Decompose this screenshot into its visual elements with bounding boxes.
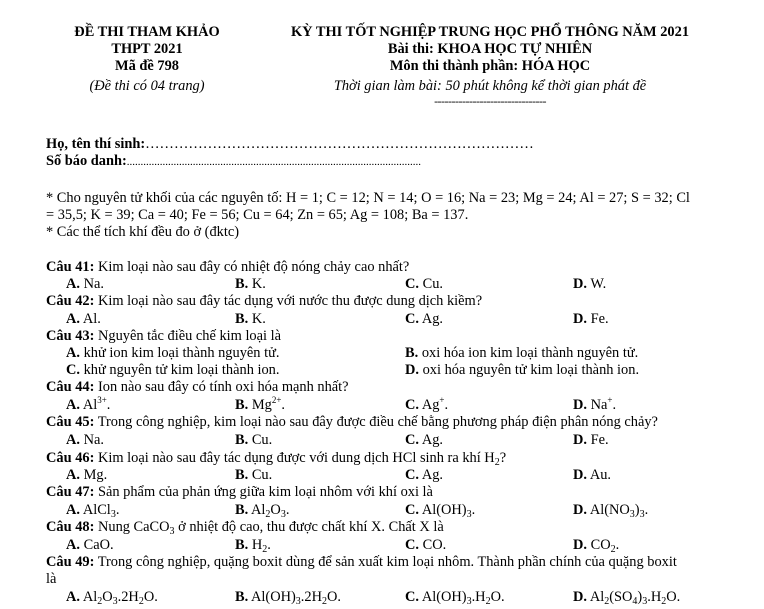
q42-option-b[interactable]: B. K.	[235, 311, 266, 327]
q47-option-d[interactable]: D. $Al(NO_3)_3$.	[573, 502, 649, 520]
q44-option-b[interactable]: B. $Mg^{2+}$.	[235, 395, 285, 413]
q49-option-c[interactable]: C. $Al(OH)_3.H_2O$.	[405, 589, 505, 607]
q47-option-a[interactable]: A. AlCl$_3$.	[66, 502, 120, 520]
q43-option-a[interactable]: A. khử ion kim loại thành nguyên tử.	[66, 345, 280, 361]
header-subject: Môn thi thành phần: HÓA HỌC	[389, 58, 591, 74]
q46-option-b[interactable]: B. Cu.	[235, 467, 273, 483]
q46-option-c[interactable]: C. Ag.	[405, 467, 443, 483]
q44-option-a[interactable]: A. $Al^{3+}$.	[66, 395, 111, 413]
q42-option-c[interactable]: C. Ag.	[405, 311, 443, 327]
question-48: Câu 48: Nung CaCO$_3$ ở nhiệt độ cao, thu được chất khí X. Chất X là	[46, 519, 444, 537]
q41-option-b[interactable]: B. K.	[235, 276, 266, 292]
q45-option-a[interactable]: A. Na.	[66, 432, 104, 448]
q46-option-a[interactable]: A. Mg.	[66, 467, 108, 483]
q45-option-d[interactable]: D. Fe.	[573, 432, 609, 448]
q45-option-b[interactable]: B. Cu.	[235, 432, 273, 448]
header-exam-year: THPT 2021	[111, 41, 183, 57]
header-exam-type: ĐỀ THI THAM KHẢO	[74, 24, 220, 40]
candidate-sbd-label: Số báo danh:	[46, 153, 127, 169]
q43-option-c[interactable]: C. khử nguyên tử kim loại thành ion.	[66, 362, 280, 378]
header-exam-code: Mã đề 798	[115, 58, 179, 74]
header-subject-group: Bài thi: KHOA HỌC TỰ NHIÊN	[387, 41, 593, 57]
q48-option-c[interactable]: C. CO.	[405, 537, 447, 553]
q41-option-a[interactable]: A. Na.	[66, 276, 104, 292]
candidate-name-label: Họ, tên thí sinh:	[46, 136, 146, 152]
candidate-sbd-line	[46, 153, 421, 171]
question-43: Câu 43: Nguyên tắc điều chế kim loại là	[46, 328, 282, 344]
q44-option-c[interactable]: C. Ag+.	[405, 395, 449, 413]
question-42: Câu 42: Kim loại nào sau đây tác dụng với nước thu được dung dịch kiềm?	[46, 293, 483, 309]
header-page-count: (Đề thi có 04 trang)	[89, 78, 205, 94]
q49-option-b[interactable]: B. $Al(OH)_3.2H_2O$.	[235, 589, 341, 607]
q45-option-c[interactable]: C. Ag.	[405, 432, 443, 448]
note-atomic-mass-cont: = 35,5; K = 39; Ca = 40; Fe = 56; Cu = 64; Zn = 65; Ag = 108; Ba = 137.	[46, 207, 469, 223]
note-gas-volume: * Các thể tích khí đều đo ở (đktc)	[46, 224, 240, 240]
question-41: Câu 41: Kim loại nào sau đây có nhiệt độ nóng chảy cao nhất?	[46, 259, 410, 275]
q43-option-d[interactable]: D. oxi hóa nguyên tử kim loại thành ion.	[405, 362, 640, 378]
q47-option-b[interactable]: B. $Al_2O_3$.	[235, 502, 290, 520]
question-49: Câu 49: Trong công nghiệp, quặng boxit dùng để sản xuất kim loại nhôm. Thành phần chính của quặng boxit	[46, 554, 677, 570]
header-divider: --------------------------------	[434, 94, 546, 108]
q46-option-d[interactable]: D. Au.	[573, 467, 611, 483]
q47-option-c[interactable]: C. $Al(OH)_3$.	[405, 502, 476, 520]
q41-option-d[interactable]: D. W.	[573, 276, 607, 292]
header-exam-title: KỲ THI TỐT NGHIỆP TRUNG HỌC PHỔ THÔNG NĂM 2021	[290, 24, 690, 40]
q42-option-a[interactable]: A. Al.	[66, 311, 101, 327]
q43-option-b[interactable]: B. oxi hóa ion kim loại thành nguyên tử.	[405, 345, 639, 361]
question-44: Câu 44: Ion nào sau đây có tính oxi hóa mạnh nhất?	[46, 379, 349, 395]
q41-option-c[interactable]: C. Cu.	[405, 276, 444, 292]
question-49-cont: là	[46, 571, 57, 587]
q48-option-d[interactable]: D. $CO_2$.	[573, 537, 620, 555]
q49-option-d[interactable]: D. $Al_2(SO_4)_3.H_2O$.	[573, 589, 681, 607]
question-45: Câu 45: Trong công nghiệp, kim loại nào sau đây được điều chế bằng phương pháp điện phân nóng chảy?	[46, 414, 658, 430]
q44-option-d[interactable]: D. Na+.	[573, 395, 617, 413]
question-46: Câu 46: Kim loại nào sau đây tác dụng được với dung dịch HCl sinh ra khí $H_2$?	[46, 450, 507, 468]
header-time: Thời gian làm bài: 50 phút không kể thời gian phát đề	[333, 78, 647, 94]
q48-option-a[interactable]: A. CaO.	[66, 537, 114, 553]
candidate-sbd-dots: ...........................................................................................................	[126, 156, 422, 168]
q48-option-b[interactable]: B. $H_2$.	[235, 537, 271, 555]
q49-option-a[interactable]: A. $Al_2O_3.2H_2O$.	[66, 589, 158, 607]
q42-option-d[interactable]: D. Fe.	[573, 311, 609, 327]
question-47: Câu 47: Sản phẩm của phản ứng giữa kim loại nhôm với khí oxi là	[46, 484, 433, 500]
note-atomic-mass: * Cho nguyên tử khối của các nguyên tố: H = 1; C = 12; N = 14; O = 16; Na = 23; Mg = 24; Al = 27; S = 32; Cl	[46, 190, 690, 206]
candidate-name-line	[46, 136, 534, 153]
candidate-name-dots: ………………………………………………………………………	[145, 136, 534, 152]
